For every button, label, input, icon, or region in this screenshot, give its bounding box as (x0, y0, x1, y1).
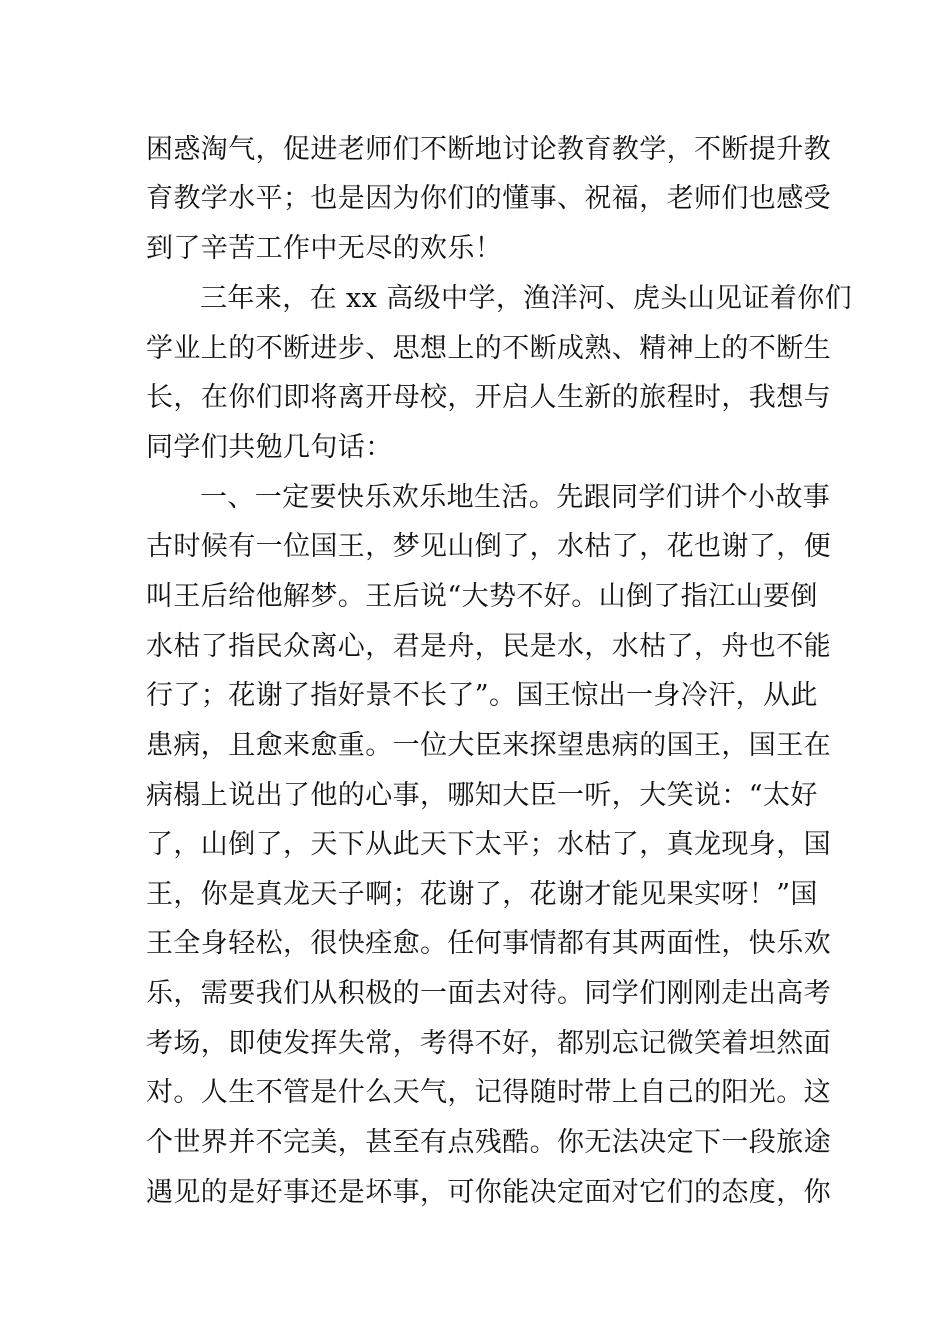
text-line: 个世界并不完美，甚至有点残酷。你无法决定下一段旅途 (146, 1127, 831, 1158)
text-line: 病榻上说出了他的心事，哪知大臣一听，大笑说：“太好 (146, 780, 818, 811)
text-line: 同学们共勉几句话： (146, 432, 393, 463)
text-line: 考场，即使发挥失常，考得不好，都别忘记微笑着坦然面 (146, 1028, 831, 1059)
text-line: 行了；花谢了指好景不长了”。国王惊出一身冷汗，从此 (146, 680, 818, 711)
text-line: 患病，且愈来愈重。一位大臣来探望患病的国王，国王在 (146, 730, 831, 761)
text-line: 学业上的不断进步、思想上的不断成熟、精神上的不断生 (146, 333, 831, 364)
text-line: 长，在你们即将离开母校，开启人生新的旅程时，我想与 (146, 382, 831, 413)
text-line: 乐，需要我们从积极的一面去对待。同学们刚刚走出高考 (146, 978, 831, 1009)
text-line: 一、一定要快乐欢乐地生活。先跟同学们讲个小故事 (200, 482, 831, 513)
text-line: 古时候有一位国王，梦见山倒了，水枯了，花也谢了，便 (146, 531, 831, 562)
text-line: 叫王后给他解梦。王后说“大势不好。山倒了指江山要倒 (146, 581, 818, 612)
text-line: 对。人生不管是什么天气，记得随时带上自己的阳光。这 (146, 1077, 831, 1108)
text-line: 水枯了指民众离心，君是舟，民是水，水枯了，舟也不能 (146, 631, 831, 662)
text-line: 王全身轻松，很快痊愈。任何事情都有其两面性，快乐欢 (146, 928, 831, 959)
text-line: 王，你是真龙天子啊；花谢了，花谢才能见果实呀！”国 (146, 879, 818, 910)
text-line: 了，山倒了，天下从此天下太平；水枯了，真龙现身，国 (146, 829, 831, 860)
text-line: 到了辛苦工作中无尽的欢乐！ (146, 233, 503, 264)
text-line: 遇见的是好事还是坏事，可你能决定面对它们的态度，你 (146, 1177, 831, 1208)
text-line: 三年来，在 xx 高级中学，渔洋河、虎头山见证着你们 (200, 283, 853, 314)
text-line: 育教学水平；也是因为你们的懂事、祝福，老师们也感受 (146, 183, 831, 214)
text-line: 困惑淘气，促进老师们不断地讨论教育教学，不断提升教 (146, 134, 831, 165)
